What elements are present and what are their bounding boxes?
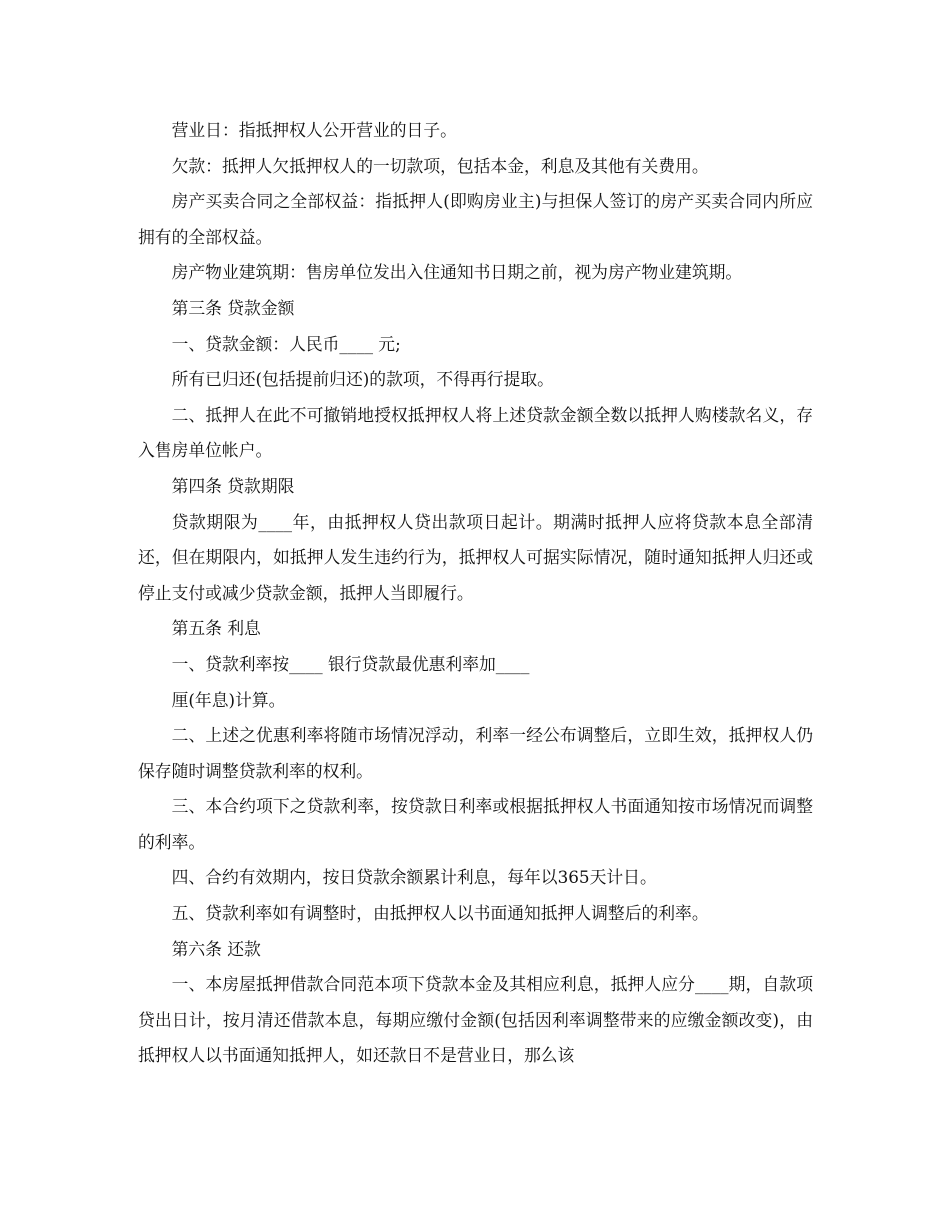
paragraph-arrears: 欠款：抵押人欠抵押权人的一切款项，包括本金，利息及其他有关费用。 bbox=[171, 155, 709, 176]
paragraph-loan-amount: 一、贷款金额：人民币____ 元; bbox=[171, 333, 401, 354]
paragraph-rate-notice: 五、贷款利率如有调整时，由抵押权人以书面通知抵押人调整后的利率。 bbox=[171, 903, 709, 924]
article-6-heading: 第六条 还款 bbox=[171, 938, 261, 959]
paragraph-interest-calc: 厘(年息)计算。 bbox=[171, 689, 286, 710]
document-body bbox=[138, 113, 813, 1074]
paragraph-business-day: 营业日：指抵押权人公开营业的日子。 bbox=[171, 120, 457, 140]
paragraph-repayment: 一、本房屋抵押借款合同范本项下贷款本金及其相应利息，抵押人应分____期，自款项贷出日计，按月清还借款本息，每期应缴付金额(包括因利率调整带来的应缴金额改变)，由抵押权人以书面通知抵押人，如还款日不是营业日，那么该 bbox=[138, 974, 813, 1066]
paragraph-sales-contract-rights: 房产买卖合同之全部权益：指抵押人(即购房业主)与担保人签订的房产买卖合同内所应拥有的全部权益。 bbox=[138, 191, 813, 247]
paragraph-loan-term: 贷款期限为____年，由抵押权人贷出款项日起计。期满时抵押人应将贷款本息全部清还，但在期限内，如抵押人发生违约行为，抵押权人可据实际情况，随时通知抵押人归还或停止支付或减少贷款金额，抵押人当即履行。 bbox=[138, 511, 813, 603]
article-5-heading: 第五条 利息 bbox=[171, 618, 261, 639]
paragraph-daily-interest: 四、合约有效期内，按日贷款余额累计利息，每年以365天计日。 bbox=[171, 867, 657, 888]
paragraph-authorization: 二、抵押人在此不可撤销地授权抵押权人将上述贷款金额全数以抵押人购楼款名义，存入售房单位帐户。 bbox=[138, 404, 813, 461]
paragraph-no-redraw: 所有已归还(包括提前归还)的款项，不得再行提取。 bbox=[171, 369, 554, 390]
paragraph-rate-float: 二、上述之优惠利率将随市场情况浮动，利率一经公布调整后，立即生效，抵押权人仍保存随时调整贷款利率的权利。 bbox=[138, 725, 813, 781]
article-4-heading: 第四条 贷款期限 bbox=[171, 475, 295, 496]
article-3-heading: 第三条 贷款金额 bbox=[171, 297, 295, 318]
paragraph-construction-period: 房产物业建筑期：售房单位发出入住通知书日期之前，视为房产物业建筑期。 bbox=[171, 262, 743, 283]
paragraph-contract-rate: 三、本合约项下之贷款利率，按贷款日利率或根据抵押权人书面通知按市场情况而调整的利率。 bbox=[138, 796, 813, 852]
paragraph-interest-rate: 一、贷款利率按____ 银行贷款最优惠利率加____ bbox=[171, 653, 530, 674]
